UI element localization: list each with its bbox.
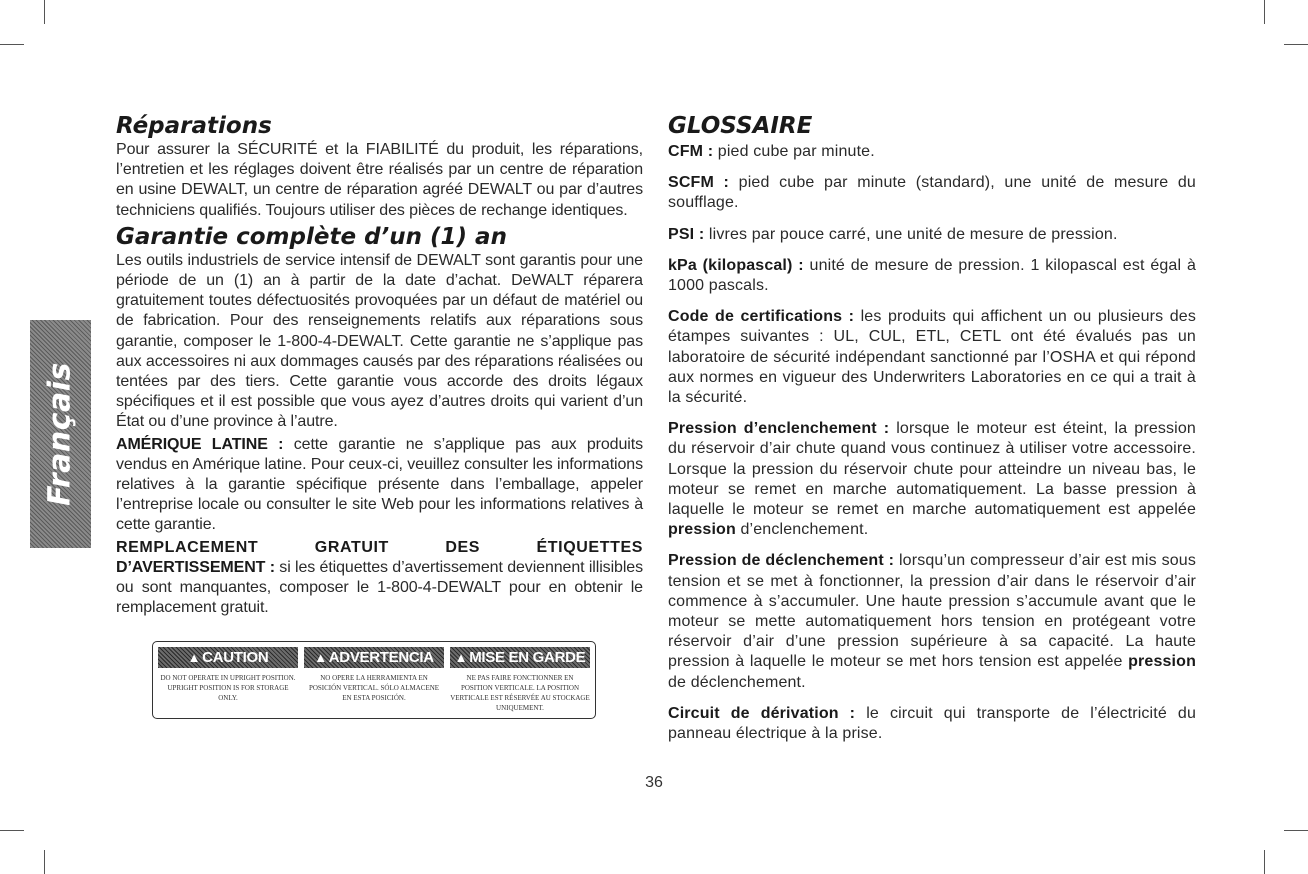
warning-label-caution [158, 647, 298, 718]
glossary-definition: unité de mesure de pression. 1 kilopascal est égal à 1000 pascals. [668, 256, 1196, 295]
garantie-heading: Garantie complète d’un (1) an [116, 223, 507, 250]
glossary-definition: le circuit qui transporte de l’électricité du panneau électrique à la prise. [668, 704, 1196, 743]
remplacement-label-line1: REMPLACEMENT GRATUIT DES ÉTIQUETTES [116, 538, 643, 556]
page-number: 36 [645, 774, 663, 791]
reparations-heading: Réparations [116, 113, 272, 139]
glossary-bold-word: pression [1128, 653, 1196, 671]
glossary-definition: pied cube par minute (standard), une unité de mesure du soufflage. [668, 174, 1196, 212]
amerique-latine-text: cette garantie ne s’applique pas aux produits vendus en Amérique latine. Pour ceux-ci, veuillez consulter les informations relatives à la garantie spécifique présente dans l’emballage, appeler l’entreprise locale ou consulter le site Web pour les informations relatives à cette garantie. [116, 435, 643, 534]
glossary-term: PSI : [668, 225, 705, 243]
crop-mark [0, 44, 24, 45]
warning-label-header [450, 647, 590, 668]
glossary-term: kPa (kilopascal) : [668, 256, 804, 274]
glossaire-heading: GLOSSAIRE [668, 113, 813, 139]
glossary-entry-kpa [668, 256, 1196, 296]
warning-label-title: ADVERTENCIA [328, 649, 434, 666]
warning-label-title: CAUTION [202, 649, 269, 666]
glossary-entry-pression-declenchement [668, 551, 1196, 692]
warning-label-header [304, 647, 444, 668]
crop-mark [1264, 850, 1265, 874]
garantie-paragraph: Les outils industriels de service intensif de DEWALT sont garantis pour une période de un (1) an à partir de la date d’achat. DeWALT réparera gratuitement toutes défectuosités provoquées par un défaut de matériel ou de fabrication. Pour des renseignements relatifs aux réparations sous garantie, composer le 1-800-4-DEWALT. Cette garantie ne s’applique pas aux accessoires ni aux dommages causés par des réparations réalisées ou tentées par des tiers. Cette garantie vous accorde des droits légaux spécifiques et il est possible que vous ayez d’autres droits qui varient d’un État ou d’une province à l’autre. [116, 251, 643, 431]
glossary-definition: pied cube par minute. [717, 143, 875, 160]
warning-label-advertencia [304, 647, 444, 718]
glossary-entry-circuit-derivation [668, 704, 1196, 744]
language-tab-label: Français [42, 362, 78, 506]
glossary-bold-word: pression [668, 521, 736, 539]
warning-label-header [158, 647, 298, 668]
glossary-term: Pression de déclenchement : [668, 552, 895, 570]
glossary-entry-psi [668, 225, 1196, 245]
glossary-definition-end: de déclenchement. [668, 673, 806, 691]
warning-label-text: NE PAS FAIRE FONCTIONNER EN POSITION VERTICALE. LA POSITION VERTICALE EST RÉSERVÉE AU STOCKAGE UNIQUEMENT. [450, 674, 590, 712]
glossary-definition: les produits qui affichent un ou plusieurs des étampes suivantes : UL, CUL, ETL, CETL ont été évalués pas un laboratoire de sécurité indépendant sanctionné par l’OSHA et qui répond aux normes en vigueur des Underwriters Laboratories en ce qui a trait à la sécurité. [668, 308, 1196, 407]
glossary-entry-cfm [668, 142, 1196, 162]
crop-mark [1284, 830, 1308, 831]
remplacement-text: si les étiquettes d’avertissement deviennent illisibles ou sont manquantes, composer le 1-800-4-DEWALT pour en obtenir le remplacement gratuit. [116, 558, 643, 617]
glossary-term: Circuit de dérivation : [668, 704, 856, 722]
glossary-entry-certifications [668, 307, 1196, 408]
warning-labels-panel [152, 641, 596, 719]
left-column [116, 112, 643, 618]
crop-mark [1284, 44, 1308, 45]
remplacement-label-line2: D’AVERTISSEMENT : [116, 558, 275, 576]
amerique-latine-paragraph [116, 435, 643, 536]
glossary-definition: lorsque le moteur est éteint, la pression du réservoir d’air chute quand vous continuez à utiliser votre accessoire. Lorsque la pression du réservoir chute pour atteindre un niveau bas, le moteur se remet en marche automatiquement. La basse pression à laquelle le moteur se remet en marche automatiquement est appelée [668, 420, 1196, 519]
glossary-definition: livres par pouce carré, une unité de mesure de pression. [708, 225, 1118, 243]
right-column [668, 112, 1196, 744]
glossary-definition: lorsqu’un compresseur d’air est mis sous tension et se met à fonctionner, la pression d’air dans le réservoir d’air commence à s’accumuler. Une haute pression s’accumule avant que le moteur se mette automatiquement hors tension en protégeant votre réservoir d’air d’une pression supérieure à sa capacité. La haute pression à laquelle le moteur se met hors tension est appelée [668, 552, 1196, 671]
glossary-term: Pression d’enclenchement : [668, 420, 890, 438]
crop-mark [1264, 0, 1265, 24]
crop-mark [44, 850, 45, 874]
crop-mark [0, 830, 24, 831]
warning-label-text: DO NOT OPERATE IN UPRIGHT POSITION. UPRIGHT POSITION IS FOR STORAGE ONLY. [160, 674, 296, 702]
glossary-entry-scfm [668, 173, 1196, 213]
crop-mark [44, 0, 45, 24]
warning-label-text: NO OPERE LA HERRAMIENTA EN POSICIÓN VERTICAL. SÓLO ALMACENE EN ESTA POSICIÓN. [308, 674, 440, 702]
warning-triangle-icon: ▲ [314, 650, 327, 665]
glossary-definition-end: d’enclenchement. [740, 521, 869, 539]
warning-label-title: MISE EN GARDE [469, 649, 586, 666]
warning-triangle-icon: ▲ [454, 650, 468, 665]
glossary-term: SCFM : [668, 174, 730, 192]
warning-triangle-icon: ▲ [187, 650, 201, 665]
glossary-entry-pression-enclenchement [668, 419, 1196, 540]
reparations-paragraph: Pour assurer la SÉCURITÉ et la FIABILITÉ du produit, les réparations, l’entretien et les réglages doivent être réalisés par un centre de réparation en usine DEWALT, un centre de réparation agréé DEWALT ou par d’autres techniciens qualifiés. Toujours utiliser des pièces de rechange identiques. [116, 141, 643, 219]
glossary-term: CFM : [668, 143, 714, 160]
language-tab [30, 320, 91, 548]
warning-label-mise-en-garde [450, 647, 590, 718]
glossary-term: Code de certifications : [668, 308, 855, 326]
amerique-latine-label: AMÉRIQUE LATINE : [116, 435, 284, 453]
remplacement-paragraph [116, 538, 643, 619]
